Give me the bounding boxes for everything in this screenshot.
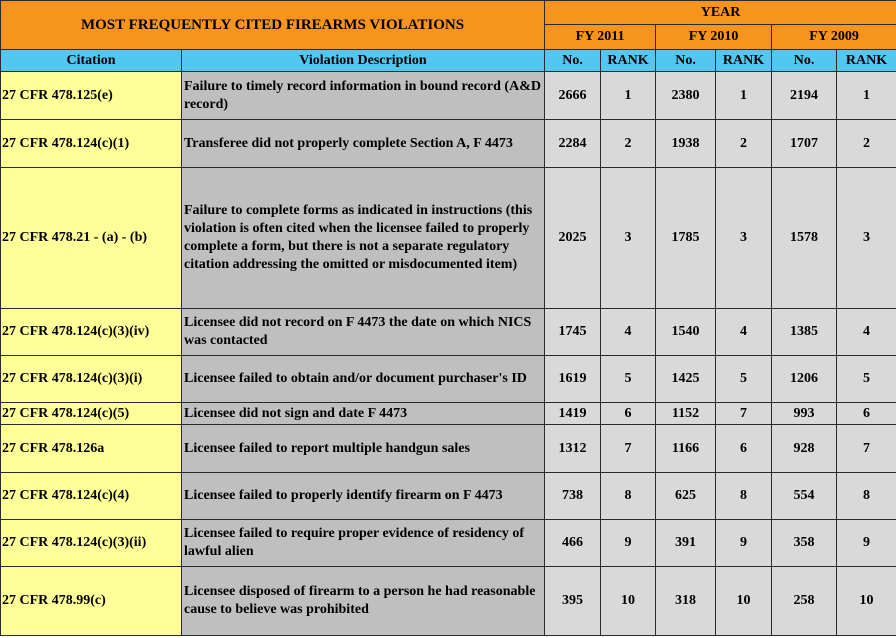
- citation-column-header: Citation: [1, 50, 182, 72]
- citation-cell: 27 CFR 478.126a: [1, 425, 182, 473]
- year-fy2009-header: FY 2009: [772, 25, 896, 50]
- fy2010-no-cell: 2380: [656, 72, 716, 120]
- description-cell: Licensee failed to properly identify firearm on F 4473: [182, 473, 545, 520]
- fy2010-no-cell: 318: [656, 567, 716, 636]
- fy2010-rank-cell: 5: [716, 356, 772, 403]
- fy2009-no-cell: 1385: [772, 309, 837, 356]
- citation-cell: 27 CFR 478.124(c)(4): [1, 473, 182, 520]
- fy2011-rank-cell: 6: [601, 403, 656, 425]
- fy2011-no-cell: 1419: [545, 403, 601, 425]
- table-row: [1, 567, 896, 636]
- fy2011-rank-cell: 10: [601, 567, 656, 636]
- fy2010-rank-cell: 4: [716, 309, 772, 356]
- table-row: [1, 403, 896, 425]
- description-column-header: Violation Description: [182, 50, 545, 72]
- description-cell: Licensee did not sign and date F 4473: [182, 403, 545, 425]
- citation-cell: 27 CFR 478.124(c)(5): [1, 403, 182, 425]
- table-row: [1, 309, 896, 356]
- description-cell: Licensee did not record on F 4473 the date on which NICS was contacted: [182, 309, 545, 356]
- table-row: [1, 72, 896, 120]
- fy2009-no-cell: 928: [772, 425, 837, 473]
- fy2009-rank-cell: 4: [837, 309, 896, 356]
- citation-cell: 27 CFR 478.124(c)(3)(i): [1, 356, 182, 403]
- table-row: [1, 473, 896, 520]
- fy2010-rank-cell: 7: [716, 403, 772, 425]
- fy2010-rank-cell: 1: [716, 72, 772, 120]
- fy2010-rank-cell: 8: [716, 473, 772, 520]
- fy2010-no-cell: 1425: [656, 356, 716, 403]
- fy2009-rank-cell: 8: [837, 473, 896, 520]
- fy2009-no-cell: 1206: [772, 356, 837, 403]
- fy2009-rank-cell: 2: [837, 120, 896, 168]
- fy2010-no-cell: 1540: [656, 309, 716, 356]
- citation-cell: 27 CFR 478.99(c): [1, 567, 182, 636]
- description-cell: Licensee failed to report multiple handgun sales: [182, 425, 545, 473]
- fy2010-no-cell: 1152: [656, 403, 716, 425]
- fy2010-no-cell: 1938: [656, 120, 716, 168]
- fy2011-no-cell: 1745: [545, 309, 601, 356]
- fy2010-no-cell: 1166: [656, 425, 716, 473]
- fy2011-no-cell: 1619: [545, 356, 601, 403]
- fy2009-no-cell: 258: [772, 567, 837, 636]
- fy2009-no-cell: 2194: [772, 72, 837, 120]
- fy2011-rank-cell: 9: [601, 520, 656, 567]
- fy2009-rank-header: RANK: [837, 50, 896, 72]
- citation-cell: 27 CFR 478.125(e): [1, 72, 182, 120]
- fy2010-no-cell: 625: [656, 473, 716, 520]
- fy2009-rank-cell: 9: [837, 520, 896, 567]
- fy2011-rank-header: RANK: [601, 50, 656, 72]
- citation-cell: 27 CFR 478.124(c)(1): [1, 120, 182, 168]
- fy2011-no-header: No.: [545, 50, 601, 72]
- fy2009-no-cell: 358: [772, 520, 837, 567]
- table-title: MOST FREQUENTLY CITED FIREARMS VIOLATIONS: [1, 1, 545, 50]
- table-row: [1, 168, 896, 309]
- description-cell: Failure to timely record information in bound record (A&D record): [182, 72, 545, 120]
- fy2010-rank-cell: 2: [716, 120, 772, 168]
- citation-cell: 27 CFR 478.124(c)(3)(ii): [1, 520, 182, 567]
- table-row: [1, 520, 896, 567]
- fy2009-rank-cell: 5: [837, 356, 896, 403]
- fy2009-no-cell: 1578: [772, 168, 837, 309]
- description-cell: Licensee failed to obtain and/or document purchaser's ID: [182, 356, 545, 403]
- fy2010-no-header: No.: [656, 50, 716, 72]
- fy2011-no-cell: 395: [545, 567, 601, 636]
- fy2009-rank-cell: 7: [837, 425, 896, 473]
- fy2009-rank-cell: 6: [837, 403, 896, 425]
- fy2011-rank-cell: 4: [601, 309, 656, 356]
- year-fy2011-header: FY 2011: [545, 25, 656, 50]
- year-fy2010-header: FY 2010: [656, 25, 772, 50]
- fy2011-no-cell: 1312: [545, 425, 601, 473]
- fy2010-rank-cell: 6: [716, 425, 772, 473]
- fy2009-no-header: No.: [772, 50, 837, 72]
- fy2011-rank-cell: 2: [601, 120, 656, 168]
- fy2011-rank-cell: 1: [601, 72, 656, 120]
- fy2009-no-cell: 554: [772, 473, 837, 520]
- fy2009-rank-cell: 1: [837, 72, 896, 120]
- description-cell: Licensee failed to require proper evidence of residency of lawful alien: [182, 520, 545, 567]
- fy2010-rank-header: RANK: [716, 50, 772, 72]
- table-row: [1, 120, 896, 168]
- fy2011-no-cell: 2666: [545, 72, 601, 120]
- fy2010-rank-cell: 9: [716, 520, 772, 567]
- fy2010-rank-cell: 3: [716, 168, 772, 309]
- fy2011-rank-cell: 7: [601, 425, 656, 473]
- fy2011-no-cell: 2284: [545, 120, 601, 168]
- fy2010-rank-cell: 10: [716, 567, 772, 636]
- fy2009-no-cell: 993: [772, 403, 837, 425]
- table-row: [1, 425, 896, 473]
- year-header: YEAR: [545, 1, 896, 25]
- fy2011-rank-cell: 8: [601, 473, 656, 520]
- fy2010-no-cell: 1785: [656, 168, 716, 309]
- citation-cell: 27 CFR 478.124(c)(3)(iv): [1, 309, 182, 356]
- fy2009-rank-cell: 10: [837, 567, 896, 636]
- description-cell: Failure to complete forms as indicated in instructions (this violation is often cited when the licensee failed to properly complete a form, but there is not a separate regulatory citation addressing the omitted or misdocumented item): [182, 168, 545, 309]
- fy2009-rank-cell: 3: [837, 168, 896, 309]
- fy2011-rank-cell: 3: [601, 168, 656, 309]
- description-cell: Transferee did not properly complete Section A, F 4473: [182, 120, 545, 168]
- fy2011-no-cell: 466: [545, 520, 601, 567]
- fy2009-no-cell: 1707: [772, 120, 837, 168]
- citation-cell: 27 CFR 478.21 - (a) - (b): [1, 168, 182, 309]
- description-cell: Licensee disposed of firearm to a person he had reasonable cause to believe was prohibited: [182, 567, 545, 636]
- fy2010-no-cell: 391: [656, 520, 716, 567]
- table-row: [1, 356, 896, 403]
- fy2011-no-cell: 2025: [545, 168, 601, 309]
- fy2011-no-cell: 738: [545, 473, 601, 520]
- fy2011-rank-cell: 5: [601, 356, 656, 403]
